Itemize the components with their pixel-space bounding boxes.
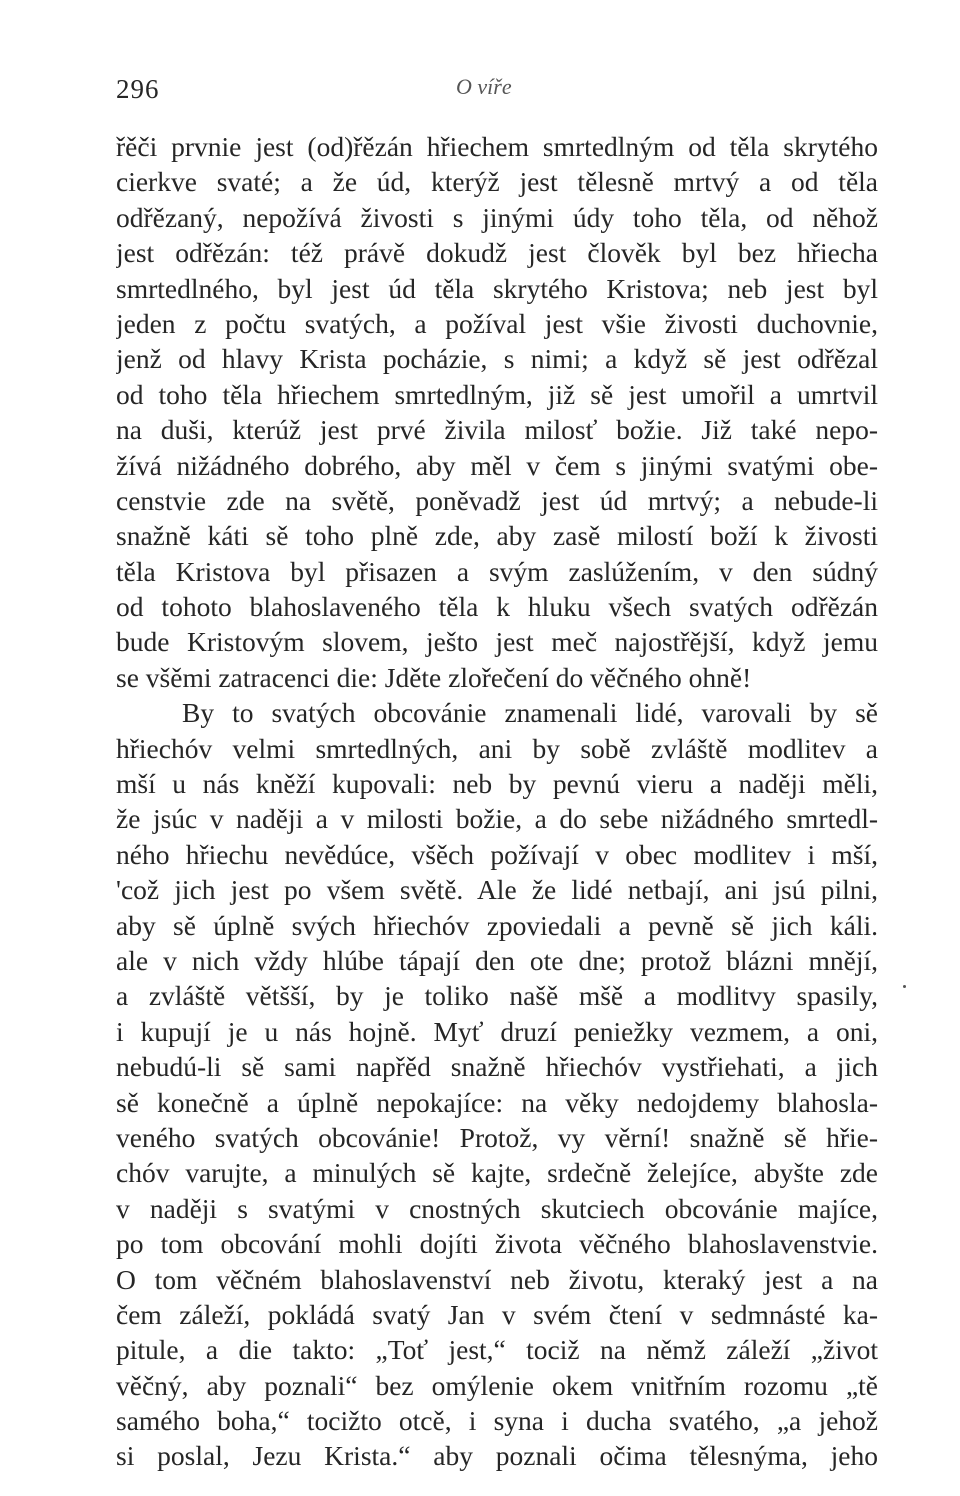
- page-number: 296: [116, 74, 160, 104]
- text-line: od tohoto blahoslaveného těla k hluku všech svatých odřězán: [116, 591, 878, 623]
- text-line: si poslal, Jezu Krista.“ aby poznali očima tělesnýma, jeho: [116, 1440, 878, 1472]
- text-line: čem záleží, pokládá svatý Jan v svém čtení v sedmnásté ka-: [116, 1298, 878, 1330]
- text-line: bude Kristovým slovem, ješto jest meč najostřější, když jemu: [116, 626, 878, 658]
- text-line: aby sě úplně svých hřiechóv zpoviedali a pevně sě jich káli.: [116, 909, 878, 941]
- text-line: i kupují je u nás hojně. Myť druzí peniežky vezmem, a oni,: [116, 1015, 878, 1047]
- text-line: hřiechóv velmi smrtedlných, ani by sobě zvláště modlitev a: [116, 732, 878, 764]
- text-line: chóv varujte, a minulých sě kajte, srdečně želejíce, abyšte zde: [116, 1157, 878, 1189]
- text-line: že jsúc v naději a v milosti božie, a do sebe nižádného smrtedl-: [116, 803, 878, 835]
- ink-speck: [903, 985, 906, 988]
- text-line: od toho těla hřiechem smrtedlným, již sě jest umořil a umrtvil: [116, 378, 878, 410]
- text-line: těla Kristova byl přisazen a svým zaslúžením, v den súdný: [116, 555, 878, 587]
- text-line: snažně káti sě toho plně zde, aby zasě milostí boží k živosti: [116, 520, 878, 552]
- text-line: řěči prvnie jest (od)řězán hřiechem smrtedlným od těla skrytého: [116, 131, 878, 162]
- text-line: samého boha,“ tocižto otcě, i syna i ducha svatého, „a jehož: [116, 1405, 878, 1437]
- text-line: ného hřiechu nevědúce, všěch požívají v obec modlitev i mší,: [116, 838, 878, 870]
- text-line: jeden z počtu svatých, a požíval jest všie živosti duchovnie,: [116, 307, 878, 339]
- text-line: 'což jich jest po všem světě. Ale že lidé netbají, ani jsú pilni,: [116, 874, 878, 906]
- body-text: [116, 129, 878, 1474]
- text-line: sě konečně a úplně nepokajíce: na věky nedojdemy blahosla-: [116, 1086, 878, 1118]
- text-line: na duši, kterúž jest prvé živila milosť božie. Již také nepo-: [116, 414, 878, 446]
- text-line: nebudú-li sě sami napřěd snažně hřiechóv vystřiehati, a jich: [116, 1051, 878, 1083]
- text-line: jenž od hlavy Krista pocházie, s nimi; a když sě jest odřězal: [116, 343, 878, 375]
- text-line: jest odřězán: též právě dokudž jest člověk byl bez hřiecha: [116, 237, 878, 269]
- text-line: veného svatých obcovánie! Protož, vy věrní! snažně sě hřie-: [116, 1121, 878, 1153]
- text-line: věčný, aby poznali“ bez omýlenie okem vnitřním rozomu „tě: [116, 1369, 878, 1401]
- text-line: a zvláště většší, by je toliko našě mšě a modlitvy spasily,: [116, 980, 878, 1012]
- text-line-paragraph-end: se všěmi zatracenci die: Jděte zlořečení do věčného ohně!: [116, 661, 752, 693]
- text-line: po tom obcování mohli dojíti života věčného blahoslavenstvie.: [116, 1228, 878, 1260]
- text-line-paragraph-start: By to svatých obcovánie znamenali lidé, varovali by sě: [182, 697, 878, 729]
- running-head: O víře: [456, 74, 512, 99]
- text-line: v naději s svatými v cnostných skutciech obcovánie majíce,: [116, 1192, 878, 1224]
- text-line: mší u nás kněží kupovali: neb by pevnú vieru a naději měli,: [116, 768, 878, 800]
- text-line: smrtedlného, byl jest úd těla skrytého Kristova; neb jest byl: [116, 272, 878, 304]
- text-line: odřězaný, nepožívá živosti s jinými údy toho těla, od něhož: [116, 201, 878, 233]
- text-line: cierkve svaté; a že úd, kterýž jest tělesně mrtvý a od těla: [116, 166, 878, 198]
- text-line: censtvie zde na světě, poněvadž jest úd mrtvý; a nebude-li: [116, 484, 878, 516]
- text-line: pitule, a die takto: „Toť jest,“ tociž na němž záleží „život: [116, 1334, 878, 1366]
- text-line: O tom věčném blahoslavenství neb životu, kteraký jest a na: [116, 1263, 878, 1295]
- page-header: [116, 74, 876, 104]
- text-line: žívá nižádného dobrého, aby měl v čem s jinými svatými obe-: [116, 449, 878, 481]
- text-line: ale v nich vždy hlúbe tápají den ote dne; protož blázni mnějí,: [116, 944, 878, 976]
